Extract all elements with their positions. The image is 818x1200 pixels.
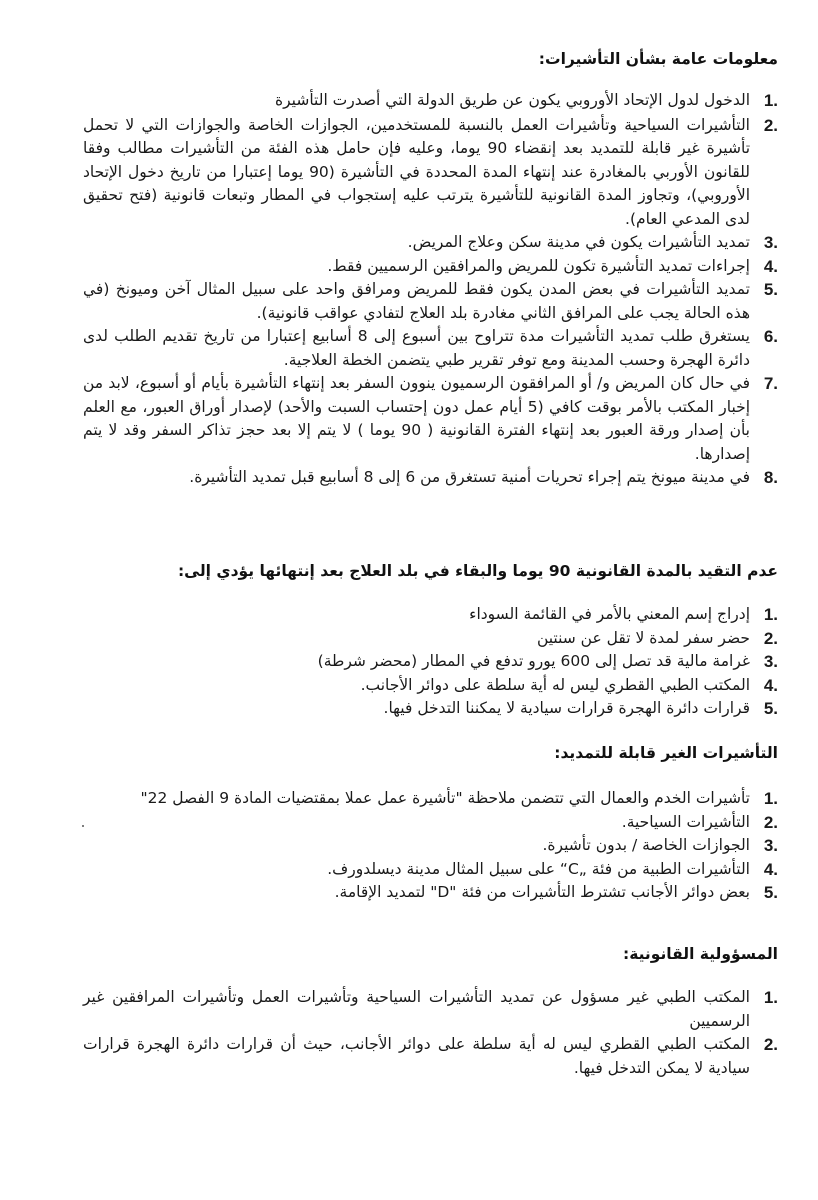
item-number: 4. [763,256,778,276]
item-number: 1. [763,789,778,808]
list-item [78,858,778,882]
item-number: 2. [763,628,778,648]
list-item [83,278,778,325]
list-item [83,466,778,490]
scan-speck [82,825,84,827]
item-text: بعض دوائر الأجانب تشترط التأشيرات من فئة "D" لتمديد الإقامة. [334,883,750,901]
item-number: 1. [763,988,778,1007]
item-number: 3. [763,233,778,252]
item-text: تمديد التأشيرات يكون في مدينة سكن وعلاج المريض. [407,233,750,251]
item-number: 4. [763,859,778,879]
item-text: المكتب الطبي القطري ليس له أية سلطة على دوائر الأجانب. [360,675,750,694]
item-number: 2. [763,1035,778,1054]
non-extendable-list [78,787,778,905]
item-number: 3. [763,836,778,855]
item-text: إجراءات تمديد التأشيرة تكون للمريض والمرافقين الرسميين فقط. [327,256,750,275]
list-item [78,811,778,835]
legal-responsibility-list [83,986,778,1080]
item-text: التأشيرات الطبية من فئة „C“ على سبيل المثال مدينة ديسلدورف. [327,859,750,878]
item-text: غرامة مالية قد تصل إلى 600 يورو تدفع في المطار (محضر شرطة) [317,652,750,670]
list-item [238,650,778,674]
section-heading-consequences: عدم التقيد بالمدة القانونية 90 يوما والبقاء في بلد العلاج بعد إنتهائها يؤدي إلى: [177,562,778,580]
item-text: التأشيرات السياحية وتأشيرات العمل بالنسبة للمستخدمين، الجوازات الخاصة والجوازات التي لا تحمل تأشيرة غير قابلة للتمديد بعد إنقضاء 90 يوما، وعليه فإن حامل هذه الفئة من التأشيرات مطالب وفقا للقانون الأوربي بالمغادرة عند إنتهاء المدة المحددة في التأشيرة (90 يوما إعتبارا من تاريخ دخول الإتحاد الأوروبي)، وتجاوز المدة القانونية للتأشيرة يترتب عليه إستجواب في المطار وتبعات قانونية (فتح تحقيق لدى المدعي العام). [83,115,751,228]
section-heading-non-extendable: التأشيرات الغير قابلة للتمديد: [554,744,778,762]
item-number: 8. [763,468,778,487]
item-number: 5. [763,280,778,299]
list-item [238,674,778,698]
item-text: إدراج إسم المعني بالأمر في القائمة السوداء [469,605,750,623]
item-number: 2. [763,812,778,832]
list-item [83,372,778,466]
item-text: قرارات دائرة الهجرة قرارات سيادية لا يمكننا التدخل فيها. [383,699,750,717]
item-number: 7. [763,374,778,393]
consequences-list [238,603,778,721]
item-text: المكتب الطبي القطري ليس له أية سلطة على دوائر الأجانب، حيث أن قرارات دائرة الهجرة قرارات سيادية لا يمكن التدخل فيها. [83,1035,750,1077]
list-item [83,1033,778,1080]
section-heading-legal-responsibility: المسؤولية القانونية: [623,945,778,963]
item-number: 5. [763,699,778,718]
list-item [78,834,778,858]
item-text: حضر سفر لمدة لا تقل عن سنتين [536,628,750,647]
item-text: في حال كان المريض و/ أو المرافقون الرسميون ينوون السفر بعد إنتهاء التأشيرة بأيام أو أسبوع، لابد من إخبار المكتب بالأمر بوقت كافي (5 أيام عمل دون إحتساب السبت والأحد) لإصدار أوراق العبور، مع العلم بأن إصدار ورقة العبور بعد إنتهاء الفترة القانونية ( 90 يوما ) لا يتم إلا بعد حجز تذاكر السفر وقد لا يتم إصدارها. [83,374,751,463]
item-number: 4. [763,675,778,695]
item-text: تأشيرات الخدم والعمال التي تتضمن ملاحظة "تأشيرة عمل عملا بمقتضيات المادة 9 الفصل 22" [140,789,750,807]
section-heading-general-info: معلومات عامة بشأن التأشيرات: [538,50,778,68]
item-text: التأشيرات السياحية. [621,812,750,831]
item-number: 2. [763,115,778,135]
item-text: تمديد التأشيرات في بعض المدن يكون فقط للمريض ومرافق واحد على سبيل المثال آخن وميونخ (في هذه الحالة يجب على المرافق الثاني مغادرة بلد العلاج لتفادي عواقب قانونية). [83,280,750,322]
item-number: 5. [763,883,778,902]
list-item [78,787,778,811]
item-text: يستغرق طلب تمديد التأشيرات مدة تتراوح بين أسبوع إلى 8 أسابيع إعتبارا من تاريخ تقديم الطلب لدى دائرة الهجرة وحسب المدينة ومع توفر تقرير طبي يتضمن الخطة العلاجية. [83,327,750,369]
list-item [83,986,778,1033]
item-number: 6. [763,327,778,346]
list-item [83,89,778,113]
list-item [83,325,778,372]
item-number: 3. [763,652,778,671]
list-item [83,114,778,232]
item-number: 1. [763,91,778,110]
item-text: المكتب الطبي غير مسؤول عن تمديد التأشيرات السياحية وتأشيرات العمل وتأشيرات المرافقين غير الرسميين [83,988,750,1030]
list-item [238,697,778,721]
item-text: الدخول لدول الإتحاد الأوروبي يكون عن طريق الدولة التي أصدرت التأشيرة [274,91,750,109]
list-item [83,231,778,255]
list-item [78,881,778,905]
general-info-list [83,89,778,490]
item-number: 1. [763,605,778,624]
list-item [238,603,778,627]
item-text: الجوازات الخاصة / بدون تأشيرة. [542,836,750,854]
list-item [83,255,778,279]
item-text: في مدينة ميونخ يتم إجراء تحريات أمنية تستغرق من 6 إلى 8 أسابيع قبل تمديد التأشيرة. [189,468,750,486]
list-item [238,627,778,651]
